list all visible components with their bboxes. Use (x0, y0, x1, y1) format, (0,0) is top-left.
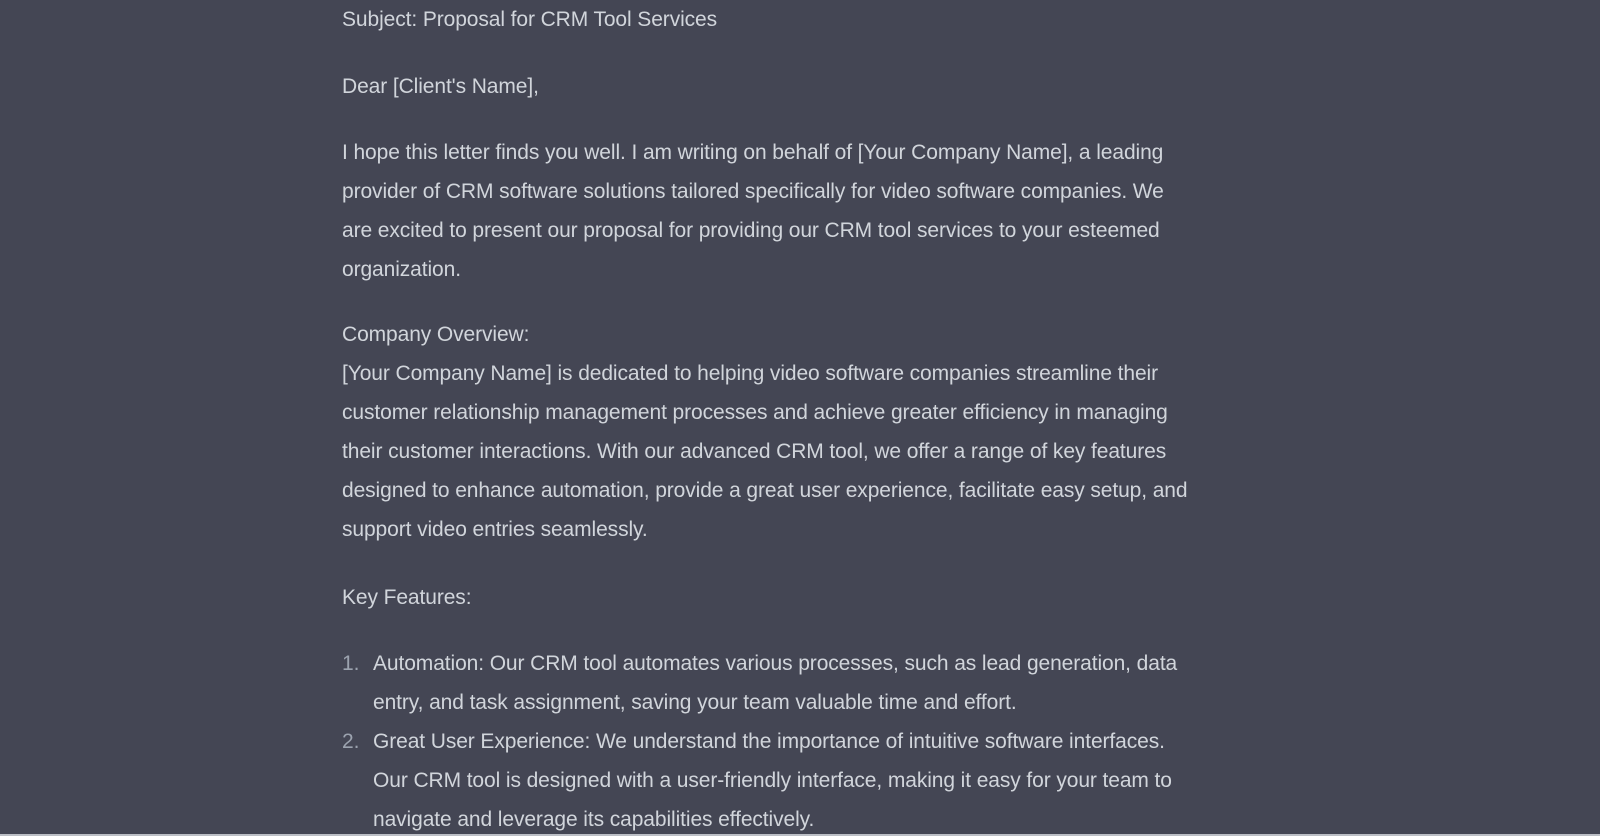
overview-line: their customer interactions. With our advanced CRM tool, we offer a range of key features (342, 440, 1167, 463)
list-item (342, 644, 1242, 722)
feature-line: entry, and task assignment, saving your team valuable time and effort. (373, 691, 1017, 714)
intro-paragraph (342, 133, 1164, 289)
overview-line: support video entries seamlessly. (342, 518, 648, 541)
list-item (342, 722, 1242, 836)
key-features-heading: Key Features: (342, 586, 472, 609)
intro-line: I hope this letter finds you well. I am writing on behalf of [Your Company Name], a leading (342, 141, 1164, 164)
feature-line: Great User Experience: We understand the importance of intuitive software interfaces. (373, 730, 1165, 753)
intro-line: provider of CRM software solutions tailored specifically for video software companies. We (342, 180, 1164, 203)
overview-heading: Company Overview: (342, 323, 530, 346)
key-features-list (342, 644, 1242, 836)
company-overview-section (342, 315, 1187, 549)
list-number: 1. (342, 652, 360, 675)
overview-line: designed to enhance automation, provide a great user experience, facilitate easy setup, and (342, 479, 1188, 502)
feature-line: Automation: Our CRM tool automates various processes, such as lead generation, data (373, 652, 1178, 675)
list-number: 2. (342, 730, 360, 753)
feature-line: navigate and leverage its capabilities effectively. (373, 808, 815, 831)
intro-line: organization. (342, 258, 461, 281)
feature-line: Our CRM tool is designed with a user-friendly interface, making it easy for your team to (373, 769, 1172, 792)
subject-line: Subject: Proposal for CRM Tool Services (342, 8, 718, 31)
overview-line: [Your Company Name] is dedicated to helping video software companies streamline their (342, 362, 1158, 385)
greeting-line: Dear [Client's Name], (342, 75, 539, 98)
overview-line: customer relationship management processes and achieve greater efficiency in managing (342, 401, 1168, 424)
intro-line: are excited to present our proposal for providing our CRM tool services to your esteemed (342, 219, 1160, 242)
